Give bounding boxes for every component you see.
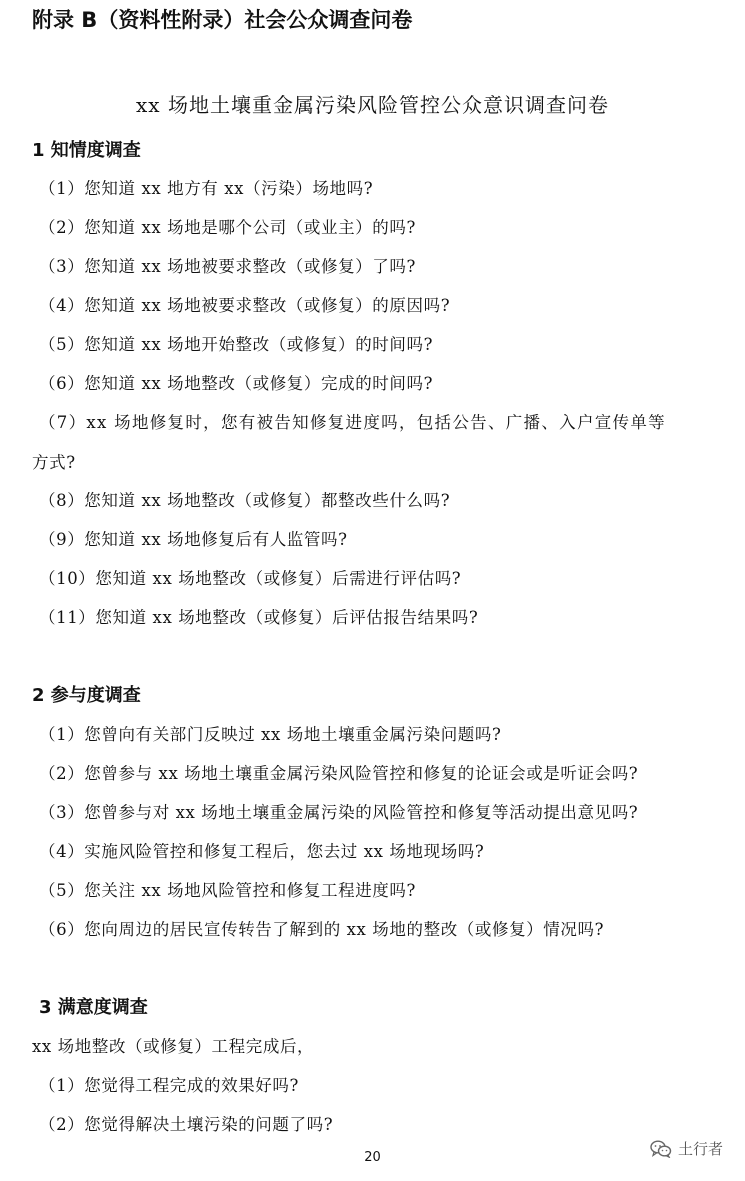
section-intro: xx 场地整改（或修复）工程完成后，	[32, 1037, 315, 1056]
question-item: （6）您向周边的居民宣传转告了解到的 xx 场地的整改（或修复）情况吗?	[39, 920, 605, 939]
section-heading-satisfaction: 3 满意度调查	[39, 997, 148, 1018]
appendix-title: 附录 B（资料性附录）社会公众调查问卷	[32, 8, 413, 32]
question-item: （2）您知道 xx 场地是哪个公司（或业主）的吗?	[39, 218, 416, 237]
question-item: （2）您曾参与 xx 场地土壤重金属污染风险管控和修复的论证会或是听证会吗?	[39, 764, 639, 783]
question-item: （2）您觉得解决土壤污染的问题了吗?	[39, 1115, 334, 1134]
section-heading-participation: 2 参与度调查	[32, 685, 141, 706]
wechat-icon	[650, 1140, 672, 1158]
watermark-text: 土行者	[677, 1140, 723, 1158]
document-title: xx 场地土壤重金属污染风险管控公众意识调查问卷	[136, 93, 609, 117]
question-item: （3）您曾参与对 xx 场地土壤重金属污染的风险管控和修复等活动提出意见吗?	[39, 803, 639, 822]
question-item: （5）您知道 xx 场地开始整改（或修复）的时间吗?	[39, 335, 434, 354]
question-item: （6）您知道 xx 场地整改（或修复）完成的时间吗?	[39, 374, 434, 393]
question-item: （1）您知道 xx 地方有 xx（污染）场地吗?	[39, 179, 374, 198]
question-item: （1）您曾向有关部门反映过 xx 场地土壤重金属污染问题吗?	[39, 725, 502, 744]
question-item: （3）您知道 xx 场地被要求整改（或修复）了吗?	[39, 257, 416, 276]
question-item: （5）您关注 xx 场地风险管控和修复工程进度吗?	[39, 881, 416, 900]
question-item: （7）xx 场地修复时，您有被告知修复进度吗，包括公告、广播、入户宣传单等	[39, 413, 666, 432]
question-item: （4）实施风险管控和修复工程后，您去过 xx 场地现场吗?	[39, 842, 485, 861]
question-item-continuation: 方式?	[32, 453, 76, 472]
section-heading-awareness: 1 知情度调查	[32, 140, 141, 161]
question-item: （1）您觉得工程完成的效果好吗?	[39, 1076, 299, 1095]
watermark	[650, 1138, 723, 1160]
question-item: （9）您知道 xx 场地修复后有人监管吗?	[39, 530, 348, 549]
question-item: （4）您知道 xx 场地被要求整改（或修复）的原因吗?	[39, 296, 451, 315]
question-item: （11）您知道 xx 场地整改（或修复）后评估报告结果吗?	[39, 608, 479, 627]
page-number: 20	[364, 1150, 381, 1165]
question-item: （8）您知道 xx 场地整改（或修复）都整改些什么吗?	[39, 491, 451, 510]
question-item: （10）您知道 xx 场地整改（或修复）后需进行评估吗?	[39, 569, 462, 588]
